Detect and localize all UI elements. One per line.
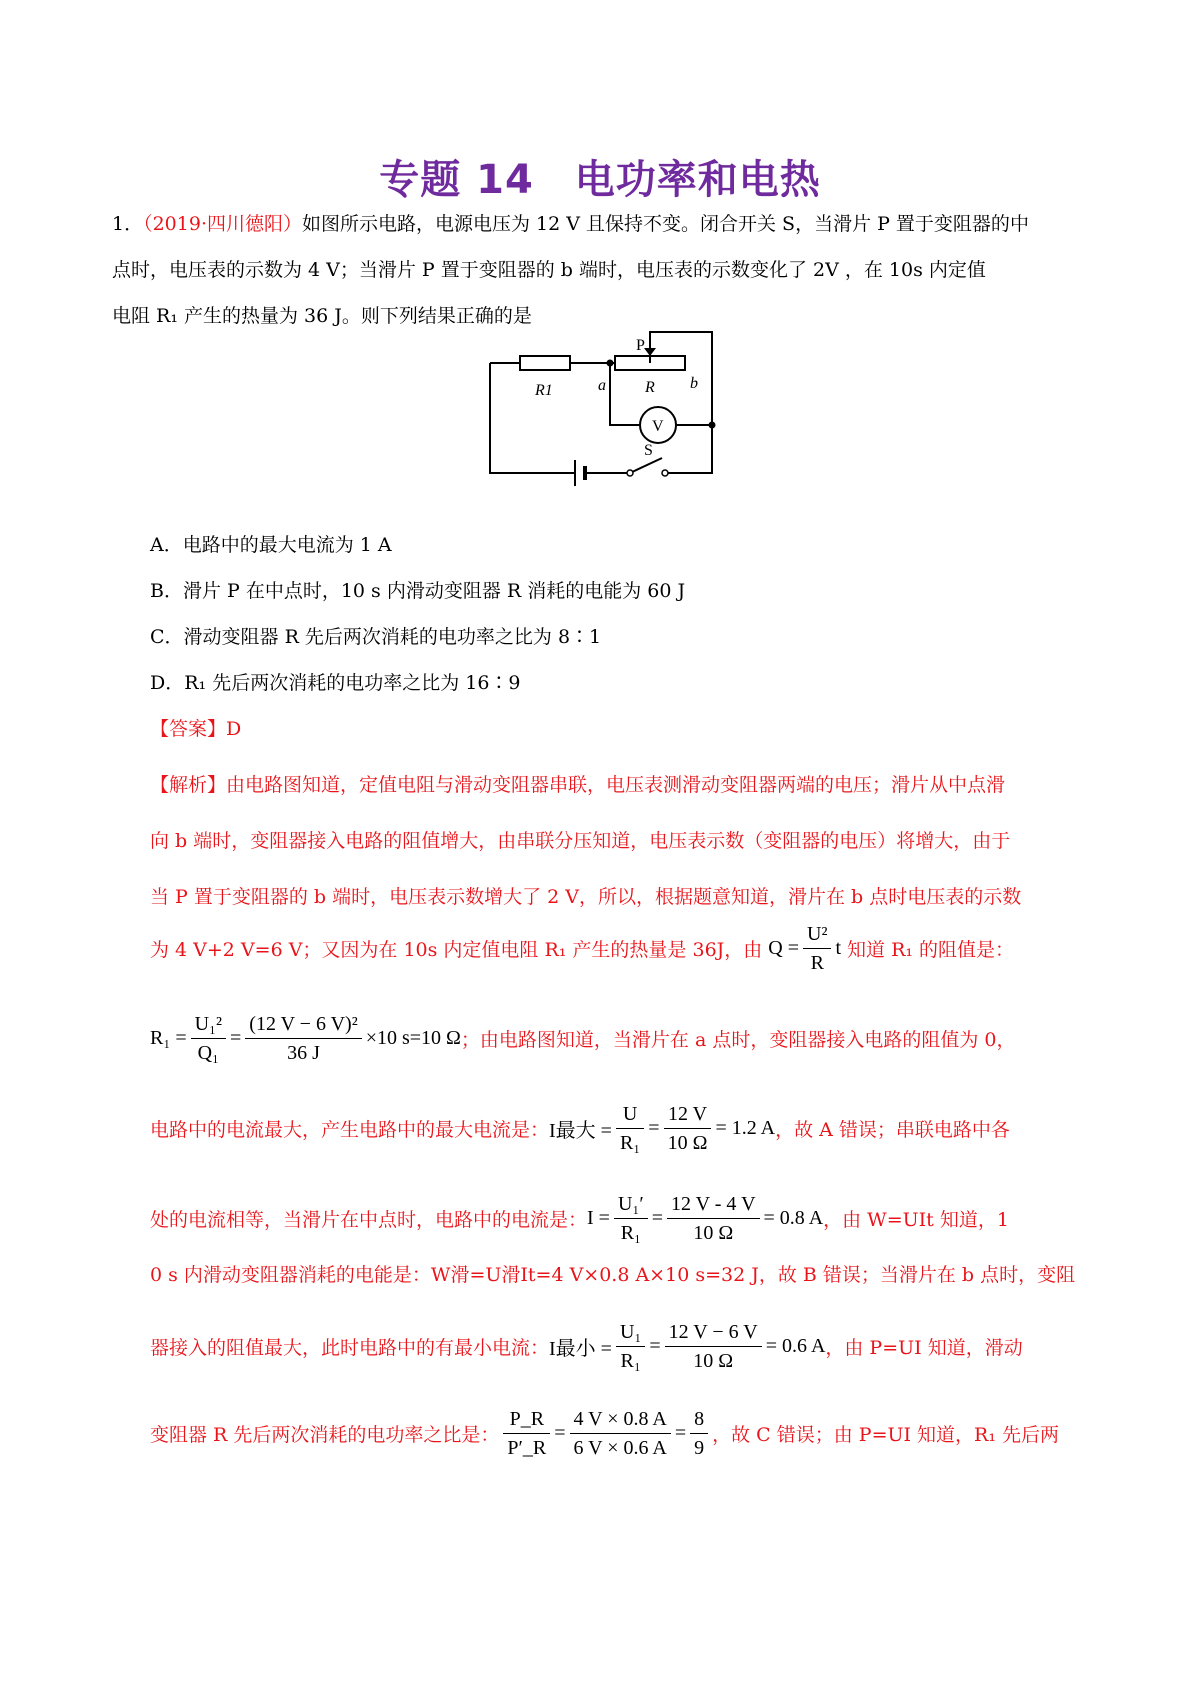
question-text-1: 如图所示电路，电源电压为 12 V 且保持不变。闭合开关 S，当滑片 P 置于变阻器的中	[302, 213, 1029, 235]
formula-imax-lhs: I最大 =	[549, 1120, 612, 1142]
formula-imin-lhs: I最小 =	[549, 1338, 612, 1360]
label-p: P	[636, 337, 645, 354]
label-s: S	[644, 442, 653, 459]
analysis-line-4	[150, 920, 1014, 977]
option-b: B．滑片 P 在中点时，10 s 内滑动变阻器 R 消耗的电能为 60 J	[150, 580, 686, 602]
analysis-line-4b: 知道 R₁ 的阻值是：	[847, 939, 1015, 961]
formula-imax-fraction-2: $\frac{12 V}{10 \Omega}$	[664, 1100, 712, 1157]
formula-i-result: = 0.8 A	[763, 1207, 824, 1229]
formula-q-lhs: Q =	[768, 937, 800, 959]
analysis-line-6a: 电路中的电流最大，产生电路中的最大电流是：	[150, 1119, 550, 1141]
node-a	[607, 360, 614, 367]
formula-r1-lhs: R₁ =	[150, 1027, 187, 1049]
analysis-line-6b: ，故 A 错误；串联电路中各	[775, 1119, 1010, 1141]
formula-p-fraction-3: $\frac{8}{9}$	[690, 1405, 708, 1462]
question-source: （2019·四川德阳）	[143, 213, 302, 235]
label-r: R	[645, 379, 655, 396]
analysis-line-9: 器接入的阻值最大，此时电路中的有最小电流： I最小 = $\frac{\text{U₁}}{\text{R₁}}$ = $\frac{12 V - 6 V}{10 \Omega}$ = 0.6 A ，由 P=UI 知道，滑动	[150, 1318, 1023, 1375]
analysis-line-6: 电路中的电流最大，产生电路中的最大电流是： I最大 = $\frac{U}{\text{R₁}}$ = $\frac{12 V}{10 \Omega}$ = 1.2 A ，故 A 错误；串联电路中各	[150, 1100, 1010, 1157]
label-v: V	[652, 418, 664, 435]
analysis-line-2: 向 b 端时，变阻器接入电路的阻值增大，由串联分压知道，电压表示数（变阻器的电压）将增大，由于	[150, 830, 1011, 852]
analysis-line-10: 变阻器 R 先后两次消耗的电功率之比是： $\frac{P\_R}{P'\_R}$ = $\frac{4 V \times 0.8 A}{6 V \times 0.6 A}$ = $\frac{8}{9}$ ，故 C 错误；由 P=UI 知道，R₁ 先后两	[150, 1405, 1059, 1462]
formula-imin-fraction-2: $\frac{12 V - 6 V}{10 \Omega}$	[665, 1318, 762, 1375]
switch-contact-right	[662, 470, 668, 476]
analysis-line-10a: 变阻器 R 先后两次消耗的电功率之比是：	[150, 1424, 500, 1446]
formula-q-fraction: $\frac{\text{U²}}{R}$	[803, 920, 831, 977]
formula-imin-fraction: $\frac{\text{U₁}}{\text{R₁}}$	[616, 1318, 645, 1375]
node-right	[709, 422, 716, 429]
formula-r1-fraction: $\frac{\text{U₁²}}{\text{Q₁}}$	[191, 1010, 226, 1067]
analysis-line-7b: ，由 W=UIt 知道，1	[823, 1209, 1009, 1231]
formula-r1-fraction-2: $\frac{\text{(12 V − 6 V)²}}{36 J}$	[245, 1010, 361, 1067]
analysis-line-9a: 器接入的阻值最大，此时电路中的有最小电流：	[150, 1337, 550, 1359]
question-line-1	[112, 200, 1029, 248]
label-r1: R1	[535, 382, 553, 399]
formula-p-fraction: $\frac{P\_R}{P'\_R}$	[503, 1405, 550, 1462]
formula-imax-fraction: $\frac{U}{\text{R₁}}$	[616, 1100, 644, 1157]
analysis-line-7a: 处的电流相等，当滑片在中点时，电路中的电流是：	[150, 1209, 588, 1231]
analysis-line-1: 【解析】由电路图知道，定值电阻与滑动变阻器串联，电压表测滑动变阻器两端的电压；滑片从中点滑	[150, 774, 1006, 796]
formula-q-t: t	[835, 937, 842, 959]
formula-r1-rest: ×10 s=10 Ω	[365, 1027, 461, 1049]
resistor-r1	[520, 356, 570, 370]
page-title: 专题 14 电功率和电热	[379, 157, 821, 203]
switch-blade	[630, 458, 662, 473]
switch-contact-left	[627, 470, 633, 476]
formula-imin-result: = 0.6 A	[765, 1335, 826, 1357]
circuit-diagram	[440, 320, 760, 520]
analysis-line-4a: 为 4 V+2 V=6 V；又因为在 10s 内定值电阻 R₁ 产生的热量是 36J，由	[150, 939, 763, 961]
option-a: A．电路中的最大电流为 1 A	[150, 534, 392, 556]
formula-i-lhs: I =	[587, 1207, 610, 1229]
formula-i-fraction: $\frac{\text{U₁′}}{\text{R₁}}$	[614, 1190, 648, 1247]
analysis-line-5-text: ；由电路图知道，当滑片在 a 点时，变阻器接入电路的阻值为 0，	[460, 1029, 1016, 1051]
question-number: 1．	[112, 213, 144, 235]
formula-i-fraction-2: $\frac{12 V - 4 V}{10 \Omega}$	[667, 1190, 759, 1247]
label-b: b	[690, 375, 698, 392]
analysis-line-7: 处的电流相等，当滑片在中点时，电路中的电流是： I = $\frac{\text{U₁′}}{\text{R₁}}$ = $\frac{12 V - 4 V}{10 \Omega}$ = 0.8 A ，由 W=UIt 知道，1	[150, 1190, 1009, 1247]
label-a: a	[598, 377, 606, 394]
formula-imax-result: = 1.2 A	[715, 1117, 776, 1139]
answer: 【答案】D	[150, 718, 242, 740]
wire-left-bottom	[490, 363, 575, 473]
analysis-line-9b: ，由 P=UI 知道，滑动	[825, 1337, 1023, 1359]
option-c: C．滑动变阻器 R 先后两次消耗的电功率之比为 8∶1	[150, 626, 602, 648]
question-line-3: 电阻 R₁ 产生的热量为 36 J。则下列结果正确的是	[112, 305, 532, 327]
slider-arrow-head	[644, 348, 656, 356]
analysis-line-10b: ，故 C 错误；由 P=UI 知道，R₁ 先后两	[712, 1424, 1060, 1446]
option-d: D．R₁ 先后两次消耗的电功率之比为 16∶9	[150, 672, 521, 694]
analysis-line-5: R₁ = $\frac{\text{U₁²}}{\text{Q₁}}$ = $\frac{\text{(12 V − 6 V)²}}{36 J}$ ×10 s=10 Ω ；由电路图知道，当滑片在 a 点时，变阻器接入电路的阻值为 0，	[150, 1010, 1015, 1067]
formula-p-fraction-2: $\frac{4 V \times 0.8 A}{6 V \times 0.6 A}$	[570, 1405, 671, 1462]
analysis-line-3: 当 P 置于变阻器的 b 端时，电压表示数增大了 2 V，所以，根据题意知道，滑片在 b 点时电压表的示数	[150, 886, 1022, 908]
question-line-2: 点时，电压表的示数为 4 V；当滑片 P 置于变阻器的 b 端时，电压表的示数变化了 2V ，在 10s 内定值	[112, 259, 986, 281]
wire-a-to-voltmeter	[610, 363, 640, 425]
analysis-line-8: 0 s 内滑动变阻器消耗的电能是：W滑=U滑It=4 V×0.8 A×10 s=32 J，故 B 错误；当滑片在 b 点时，变阻	[150, 1264, 1076, 1286]
